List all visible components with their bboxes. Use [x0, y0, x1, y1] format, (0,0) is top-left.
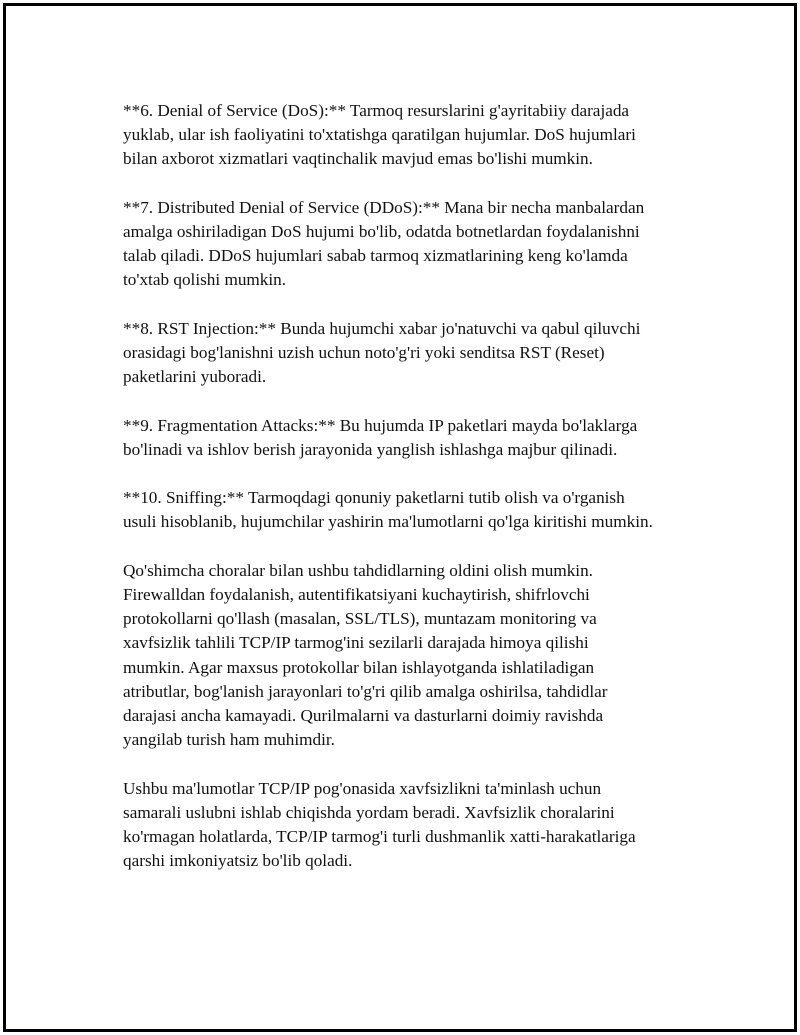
text-line: Ushbu ma'lumotlar TCP/IP pog'onasida xavfsizlikni ta'minlash uchun	[123, 778, 602, 798]
paragraph-sniffing	[123, 486, 703, 534]
paragraph-fragmentation	[123, 414, 703, 462]
text-line: **7. Distributed Denial of Service (DDoS):** Mana bir necha manbalardan	[123, 197, 645, 217]
text-line: Firewalldan foydalanish, autentifikatsiyani kuchaytirish, shifrlovchi	[123, 584, 590, 604]
text-line: darajasi ancha kamayadi. Qurilmalarni va dasturlarni doimiy ravishda	[123, 706, 604, 725]
text-line: yangilab turish ham muhimdir.	[123, 730, 335, 750]
paragraph-rst-injection	[123, 317, 703, 390]
text-line: **6. Denial of Service (DoS):** Tarmoq resurslarini g'ayritabiiy darajada	[123, 101, 630, 120]
text-line: talab qiladi. DDoS hujumlari sabab tarmoq xizmatlarining keng ko'lamda	[123, 246, 628, 266]
text-line: paketlarini yuboradi.	[123, 367, 267, 387]
paragraph-countermeasures	[123, 559, 703, 753]
text-line: yuklab, ular ish faoliyatini to'xtatishga qaratilgan hujumlar. DoS hujumlari	[123, 125, 636, 145]
text-line: usuli hisoblanib, hujumchilar yashirin ma'lumotlarni qo'lga kiritishi mumkin.	[123, 512, 653, 532]
paragraph-dos	[123, 99, 703, 172]
text-line: **10. Sniffing:** Tarmoqdagi qonuniy paketlarni tutib olish va o'rganish	[123, 488, 625, 508]
paragraph-conclusion	[123, 777, 703, 874]
document-body	[123, 99, 703, 898]
text-line: protokollarni qo'llash (masalan, SSL/TLS), muntazam monitoring va	[123, 609, 597, 629]
text-line: to'xtab qolishi mumkin.	[123, 270, 287, 290]
text-line: **9. Fragmentation Attacks:** Bu hujumda IP paketlari mayda bo'laklarga	[123, 415, 638, 435]
text-line: bo'linadi va ishlov berish jarayonida yanglish ishlashga majbur qilinadi.	[123, 439, 618, 459]
text-line: amalga oshiriladigan DoS hujumi bo'lib, odatda botnetlardan foydalanishni	[123, 222, 640, 241]
text-line: mumkin. Agar maxsus protokollar bilan ishlayotganda ishlatiladigan	[123, 657, 595, 677]
text-line: ko'rmagan holatlarda, TCP/IP tarmog'i turli dushmanlik xatti-harakatlariga	[123, 827, 636, 846]
paragraph-ddos	[123, 196, 703, 293]
text-line: orasidagi bog'lanishni uzish uchun noto'g'ri yoki senditsa RST (Reset)	[123, 343, 605, 362]
text-line: samarali uslubni ishlab chiqishda yordam beradi. Xavfsizlik choralarini	[123, 802, 615, 822]
text-line: Qo'shimcha choralar bilan ushbu tahdidlarning oldini olish mumkin.	[123, 560, 593, 580]
text-line: **8. RST Injection:** Bunda hujumchi xabar jo'natuvchi va qabul qiluvchi	[123, 318, 641, 338]
text-line: bilan axborot xizmatlari vaqtinchalik mavjud emas bo'lishi mumkin.	[123, 149, 593, 169]
page-frame	[3, 3, 797, 1032]
text-line: xavfsizlik tahlili TCP/IP tarmog'ini sezilarli darajada himoya qilishi	[123, 633, 589, 653]
text-line: qarshi imkoniyatsiz bo'lib qoladi.	[123, 851, 353, 871]
text-line: atributlar, bog'lanish jarayonlari to'g'ri qilib amalga oshirilsa, tahdidlar	[123, 681, 608, 701]
